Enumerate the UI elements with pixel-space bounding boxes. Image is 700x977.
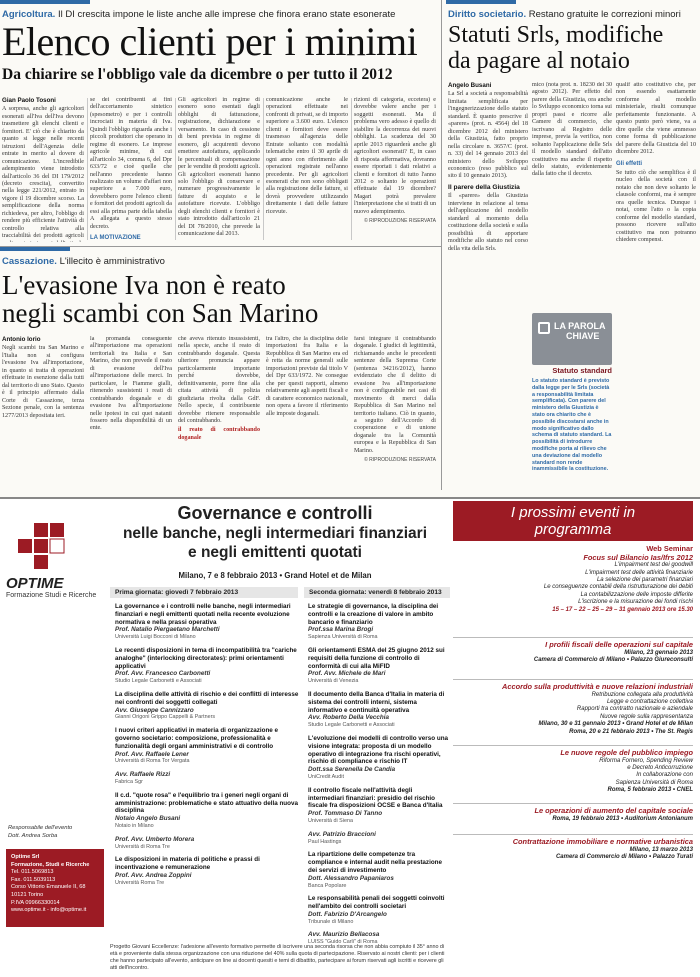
program-session	[308, 787, 450, 826]
body-text: tra l'altro, che la disciplina delle importazioni fra Italia e la Repubblica di San Marino era ed è retta da norme generali sulle importazioni previste dal titolo V del Dpr 633/1972. Ne consegue che per questi rapporti, almeno relativamente agli aspetti fiscali e di carattere economico nazionali, non opera a favore il riferimento alle imposte doganali.	[266, 336, 348, 417]
program-session	[115, 836, 300, 852]
body-text: A sorpresa, anche gli agricoltori esonerati all'Iva dell'Iva devono trasmettere gli elenchi clienti e fornitori. E' ciò che è chiarito da quanto si legge nelle recenti istruzioni dell'Agenzia delle entrate in merito al dovere di comunicazione. L'incredibile adempimento viene introdotto dall'articolo 36 del DI 179/2012 (decreto crescita), convertito nella legge 221/2012, entrato in vigore il 19 dicembre scorso. La semplificazione della norma richiedeva, per altro, l'obbligo di rendere più efficiente l'attività di controllo relativa alla tracciabilità dei prodotti agricoli	[2, 106, 84, 240]
speaker-org: Università di Roma Tor Vergata	[115, 758, 190, 765]
speaker-org: Università Luigi Bocconi di Milano	[115, 634, 196, 641]
session-title: Le disposizioni in materia di politiche e prassi di incentivazione e remunerazione	[115, 856, 260, 872]
speaker-name: Prof. Natalio Piergaetano Marchetti	[115, 626, 220, 634]
article2-col1	[448, 82, 528, 382]
speaker-org: Sapienza Università di Roma	[308, 634, 378, 641]
article3-col3	[178, 336, 260, 488]
speaker-name: Prof.ssa Marina Brogi	[308, 626, 374, 634]
webseminar-topic: L'impairment test delle attività finanziarie	[585, 569, 693, 576]
speaker-name: Prof. Avv. Andrea Zoppini	[115, 871, 192, 879]
kicker-text: Restano gratuite le correzioni minori	[528, 9, 681, 20]
body-text: comunicazione anche le operazioni effettuate nei confronti di privati, se di importo superiore a 3.600 euro. L'elenco clienti e fornitori deve essere trasmesso all'agenzia delle Entrate soltanto con modalità telematiche entro il 30 aprile di ogni anno con riferimento alle operazioni registrate nell'anno precedente. Per gli agricoltori esonerati che non sono obbligati alla registrazione delle fatture, si dovrà provvedere utilizzando direttamente i dati delle fatture ricevute.	[266, 97, 348, 215]
event-line: In collaborazione con	[636, 772, 693, 779]
speaker-name: Avv. Giuseppe Cannizzaro	[115, 706, 194, 714]
subheading: Il parere della Giustizia	[448, 183, 520, 191]
event-line: Nuove regole sulla rappresentanza	[599, 713, 693, 720]
events-header: I prossimi eventi in programma	[453, 501, 693, 541]
speaker-org: Notaio in Milano	[115, 822, 154, 829]
section-name: Agricoltura.	[2, 9, 56, 20]
event-line: Rapporti tra contratto nazionale e aziendale	[576, 706, 693, 713]
event-date: Milano, 13 marzo 2013	[629, 846, 693, 853]
session-title: Il c.d. "quote rosa" e l'equilibrio tra i generi negli organi di amministrazione: problematiche e stato attuativo della nuova disciplina	[115, 791, 299, 815]
article3-col1	[2, 336, 84, 488]
webseminar-topic: L'iscrizione e la misurazione dei fondi rischi	[578, 599, 693, 606]
article2-col3	[616, 82, 696, 492]
event-item	[453, 679, 693, 736]
program-session	[115, 603, 300, 642]
optime-logo	[6, 521, 97, 601]
event-line: Riforma Fornero, Spending Review	[599, 757, 693, 764]
subheading: Gli effetti	[616, 160, 643, 167]
speaker-org: LUISS "Guido Carli" di Roma	[308, 939, 378, 946]
program-session	[115, 727, 300, 766]
keyword-text: Lo statuto standard è previsto dalla legge per le Srls (società a responsabilità limitata semplificata). Con parere del ministero della Giustizia è stato ora chiarito che è possibile discostarsi anche in modo significativo dallo schema di statuto standard. La possibilità di introdurre modifiche porta al rilievo che una deviazione dal modello standard non rende inammissibile la costituzione.	[532, 378, 612, 473]
speaker-name: Notaio Angelo Busani	[115, 815, 181, 823]
event-line: e Decreto Anticorruzione	[627, 765, 693, 771]
body-text: qualif atto costitutivo che, per non essendo esattamente conforme al modello ministeriale, risulti comunque perfettamente funzionante. A questo punto però viene, va a dire quelle che viene ammesso come forma di pubblicazione del parere della Giustizia del 10 dicembre 2012.	[616, 82, 696, 156]
speaker-name: Dott. Alessandro Papaniaros	[308, 874, 394, 882]
body-text: rizioni di categoria, eccetera) e dovrebbe valere anche per i soggetti esonerati. Ma il problema vero adesso è quello di stabilire la decorrenza dei nuovi obblighi. La scadenza del 30 aprile 2013 riguarderà anche gli agricoltori esonerati? E, in caso di risposta affermativa, dovranno essere riportati i dati relativi a clienti e fornitori di tutto l'anno 2012 o soltanto le operazioni effettuate dal 19 dicembre? Magari potrà prevalere l'interpretazione che si tratti di un nuovo adempimento.	[354, 97, 436, 215]
session-title: Il controllo fiscale nell'attività degli intermediari finanziari: presidio del rischio fiscale fra disposizioni OCSE e Banca d'Italia	[308, 786, 443, 810]
logo-subtitle: Formazione Studi e Ricerche	[6, 592, 97, 599]
body-text: se dei contribuenti ai fini dell'accertamento sintetico (spesometro) e per i controlli incrociati in materia di Iva. Quindi l'obbligo riguarda anche i piccoli produttori che operano in regime di esonero. Le imprese agricole minime, di cui all'articolo 34, comma 6, del Dpr 633/72 e cioè quelle che nell'anno precedente hanno realizzato un volume d'affari non superiore a 7.000 euro, dovrebbero porre l'elenco clienti e fornitori dei prodotti agricoli da essi alla prima parte della tabella A allegata a questo stesso decreto.	[90, 97, 172, 230]
event-title: Le operazioni di aumento del capitale sociale	[534, 806, 693, 815]
day1-header: Prima giornata: giovedì 7 febbraio 2013	[110, 587, 298, 598]
article3-headline-line1: L'evasione Iva non è reato	[2, 270, 286, 300]
program-session	[308, 735, 450, 782]
event-date: Milano, 23 gennaio 2013	[624, 649, 693, 656]
speaker-name: Prof. Avv. Umberto Morera	[115, 835, 195, 843]
logo-graphic-icon	[6, 521, 86, 583]
article2-col2	[532, 82, 612, 310]
speaker-name: Dott.ssa Serenella De Candia	[308, 766, 396, 774]
day2-program	[308, 603, 450, 946]
webseminar-topic: La selezione dei parametri finanziari	[596, 577, 693, 583]
kicker-text: L'illecito è amministrativo	[59, 256, 165, 267]
article1-subhead: Da chiarire se l'obbligo vale da dicembre o per tutto il 2012	[2, 66, 393, 83]
contact-lines	[11, 854, 99, 915]
speaker-name: Prof. Avv. Francesco Carbonetti	[115, 670, 211, 678]
event-line: Sapienza Università di Roma	[615, 779, 693, 786]
article3-col2	[90, 336, 172, 488]
program-session	[115, 792, 300, 831]
contact-line: P.IVA 09966330014	[11, 899, 60, 906]
program-session	[308, 851, 450, 890]
speaker-org: Banca Popolare	[308, 882, 347, 889]
speaker-org: Università Roma Tre	[115, 879, 165, 886]
program-session	[115, 691, 300, 722]
copyright: © RIPRODUZIONE RISERVATA	[364, 218, 436, 225]
speaker-name: Avv. Patrizio Braccioni	[308, 830, 376, 838]
keyword-box-title: LA PAROLA	[554, 321, 606, 331]
session-title: Le responsabilità penali dei soggetti coinvolti nell'ambito dei controlli societari	[308, 895, 445, 911]
day2-header: Seconda giornata: venerdì 8 febbraio 2013	[304, 587, 450, 598]
program-session	[308, 895, 450, 926]
program-session	[115, 856, 300, 887]
session-title: Le strategie di governance, la disciplina dei controlli e la creazione di valore in ambito bancario e finanziario	[308, 603, 439, 626]
callout-heading: LA MOTIVAZIONE	[90, 235, 141, 242]
body-text: mico (nota prot. n. 18230 del 30 agosto 2012). Per effetto del parere della Giustizia, ora anche lo Sviluppo economico torna sui propri passi e ricorre alle Camere di commercio, che iscrivano al Registro delle imprese, previa la verifica, non soltanto l'applicazione delle Srls il modello standard dell'atto costitutivo ma anche il rispetto dello statuto, evidentemente dalla fatto che il decreto.	[532, 82, 612, 178]
speaker-name: Prof. Avv. Raffaele Lener	[115, 750, 189, 758]
session-title: L'evoluzione dei modelli di controllo verso una visione integrata: proposta di un modello operativo di integrazione fra rischi operativi, rischio di compliance e rischio IT	[308, 734, 449, 766]
speaker-name: Prof. Tommaso Di Tanno	[308, 810, 383, 818]
program-session	[308, 603, 450, 642]
contact-line: Optime Srl	[11, 854, 40, 860]
body-text: la promanda conseguente all'importazione ma operazioni territoriali tra Italia e San Marino, che non prevede il reato di evasione dell'Iva all'importazione delle merci. In particolare, le Fiamme gialli, ritenendo sussistenti i reati di contrabbando doganale e di evasione Iva all'importazione nelle ipotesi in cui quei natanti fossero nella disponibilità di un ente.	[90, 336, 172, 432]
speaker-name: Avv. Raffaele Rizzi	[115, 771, 171, 779]
session-title: Gli orientamenti ESMA del 25 giugno 2012 sui requisiti della funzione di controllo di conformità di cui alla MiFID	[308, 646, 445, 670]
session-title: I nuovi criteri applicativi in materia di organizzazione e governo societario: composizione, professionalità e funzionalità degli organi amministrativi e di controllo	[115, 727, 279, 750]
session-title: La disciplina delle attività di rischio e dei conflitti di interesse nei confronti dei soggetti collegati	[115, 690, 299, 706]
webseminar-topic: La contabilizzazione delle imposte differite	[580, 591, 693, 598]
webseminar: Web Seminar Focus sul Bilancio Ias/Ifrs 2012 L'impairment test dei goodwill L'impairment test delle attività finanziarie La selezione dei parametri finanziari Le conseguenze contabili della ristrutturazione dei debiti La contabilizzazione delle imposte differite L'iscrizione e la misurazione dei fondi rischi 15 – 17 – 22 – 25 – 29 – 31 gennaio 2013 ore 15.30	[453, 545, 693, 614]
section-bar	[0, 0, 90, 4]
speaker-org: Università di Siena	[308, 817, 353, 824]
program-session	[115, 771, 300, 787]
program-session	[308, 647, 450, 686]
kicker-text: Il DI crescita impone le liste anche alle imprese che finora erano state esonerate	[57, 9, 396, 20]
event-title: Contrattazione immobiliare e normative urbanistica	[512, 837, 693, 846]
section-bar	[0, 247, 70, 251]
speaker-name: Prof. Avv. Michele de Mari	[308, 670, 386, 678]
event-title: Accordo sulla produttività e nuove relazioni industriali	[502, 682, 693, 691]
contact-line: Tel. 011.5069813	[11, 869, 54, 876]
article2-headline-line1: Statuti Srls, modifiche	[448, 22, 664, 48]
ad-title: Governance e controlli nelle banche, negli intermediari finanziari e negli emittenti quotati	[122, 503, 428, 561]
article1-col2	[90, 97, 172, 242]
body-text: Il «parere» della Giustizia interviene in relazione al tema dell'applicazione del modello standard al momento della costituzione della società e sulla possibilità di apportare modifiche allo statuto nel corso della vita della Srls.	[448, 193, 528, 252]
author: Antonio Iorio	[2, 336, 41, 343]
keyword-label: Statuto standard	[552, 366, 612, 375]
session-title: La ripartizione delle competenze tra compliance e internal audit nella prestazione dei servizi di investimento	[308, 851, 443, 874]
event-item	[453, 745, 693, 795]
section-name: Cassazione.	[2, 256, 57, 267]
body-text: La Srl a società a responsabilità limitata semplificata per l'ingegnerizzazione dello statuto standard. È quanto prescrive il «parere» (prot. n. 4564) del 18 dicembre 2012 del ministero della Giustizia, fatto proprio nella circolare n. 3657/C (prot. n. 33) del 14 gennaio 2013 del ministero dello Sviluppo economico (reso pubblico sul sito il 10 gennaio 2013).	[448, 91, 528, 180]
speaker-name: Avv. Roberto Della Vecchia	[308, 714, 389, 722]
article3-headline-line2: negli scambi con San Marino	[2, 298, 319, 328]
body-text: Negli scambi tra San Marino e l'Italia non si configura l'evasione Iva all'importazione, in quanto si tratta di operazioni effettuate in esenzione dalla tutti dal territorio di uno Stato. Questo è il principio affermato dalla Corte di Cassazione, terza Sezione penale, con la sentenza 1277/2013 depositata ieri.	[2, 345, 84, 419]
event-title: Le nuove regole del pubblico impiego	[560, 748, 693, 757]
body-text: Gli agricoltori in regime di esonero sono esentati dagli obblighi di fatturazione, registrazione, dichiarazione e versamento. In caso di cessione di beni prevista in regime di esonero, gli acquirenti devono emettere autofattura, applicando le percentuali di compensazione per le vendite di prodotti agricoli. Gli agricoltori esonerati hanno solo l'obbligo di conservare e numerare progressivamente le fatture di acquisto e le autofatture ricevute. L'obbligo degli elenchi clienti e fornitori è stato introdotto dall'articolo 21 del DI 78/2010, che prevede la comunicazione dal 2013.	[178, 97, 260, 238]
author: Angelo Busani	[448, 82, 492, 89]
keyword-box-title2: CHIAVE	[566, 331, 600, 341]
article2-headline-line2: da pagare al notaio	[448, 48, 630, 74]
article1-headline: Elenco clienti per i minimi	[2, 19, 418, 64]
ad-location: Milano, 7 e 8 febbraio 2013 • Grand Hotel et de Milan	[178, 571, 372, 580]
section-name: Diritto societario.	[448, 9, 527, 20]
contact-line: Corso Vittorio Emanuele II, 68	[11, 884, 86, 891]
contact-line: 10121 Torino	[11, 891, 44, 898]
responsible: Responsabile dell'evento Dott. Andrea Sorba	[8, 825, 73, 839]
day1-program	[115, 603, 300, 938]
speaker-org: Università di Venezia	[308, 678, 359, 685]
article1-col4	[266, 97, 348, 242]
ad-footer: Progetto Giovani Eccellenze: l'adesione all'evento formativo permette di iscrivere una seconda risorsa che non abbia compiuto il 35° anno di età e proveniente dalla stessa organizzazione con una riduzione del 40% sulla quota di partecipazione. Riservato ai nostri clienti: per i clienti che hanno partecipato all'evento, anticipare on line ai docenti quesiti e temi di dibattito, partecipare ai forum riservati agli iscritti e ricevere gli atti dell'incontro.	[110, 944, 445, 971]
copyright: © RIPRODUZIONE RISERVATA	[364, 457, 436, 464]
key-icon	[538, 322, 550, 334]
article1-col5	[354, 97, 436, 242]
webseminar-topic: L'impairment test dei goodwill	[614, 562, 693, 569]
article3-kicker	[2, 256, 432, 267]
article1-col3	[178, 97, 260, 242]
program-session	[308, 831, 450, 847]
speaker-name: Dott. Fabrizio D'Arcangelo	[308, 910, 387, 918]
speaker-org: Università di Roma Tre	[115, 843, 170, 850]
advertisement	[0, 497, 700, 977]
body-text: farsi integrare il contrabbando doganale. I giudici di legittimità, richiamando anche le precedenti sentenze della Suprema Corte (sentenza 34216/2012), hanno evidenziato che il delitto di evasione Iva all'importazione non è configurabile nei casi di movimento di merci dalla Repubblica di San Marino nel territorio italiano. Ciò in quanto, a seguito dell'Accordo di cooperazione e di unione doganale tra la Comunità europea e la Repubblica di San Marino.	[354, 336, 436, 454]
event-line: Legge e contrattazione collettiva	[606, 699, 693, 705]
speaker-name: Avv. Maurizio Bellacosa	[308, 931, 380, 939]
speaker-org: UniCredit Audit	[308, 773, 344, 780]
speaker-org: Studio Legale Carbonetti e Associati	[308, 722, 395, 729]
contact-line: www.optime.it - info@optime.it	[11, 907, 87, 914]
body-text: che aveva ritenuto insussistenti, nella specie, anche il reato di contrabbando doganale. Questa ulteriore pronuncia appare particolarmente importante perché dovrebbe, definitivamente, porre fine alla citata attività di polizia giudiziaria rivolta dalla GdF. Nello specie, il contribuente dovrebbe ritenere responsabile del contrabbando.	[178, 336, 260, 424]
event-date: Milano, 30 e 31 gennaio 2013 • Grand Hotel et de Milan	[538, 721, 693, 728]
highlight-text: il reato di contrabbando doganale	[178, 427, 260, 441]
event-date: Roma, 5 febbraio 2013 • CNEL	[607, 787, 693, 794]
logo-word: OPTIME	[6, 575, 64, 592]
program-session	[308, 691, 450, 730]
article3-col5	[354, 336, 436, 488]
speaker-org: Studio Legale Carbonetti e Associati	[115, 678, 202, 685]
speaker-org: Paul Hastings	[308, 838, 342, 845]
body-text: Se tutto ciò che semplifica è il nucleo della società con il notaio che non deve soltanto le clausole conformi, ma è sempre ora quelle tecnica. Dunque i notai, come l'atto o la copia conforme del modello standard, possono ricevere sull'atto costitutivo ma non potranno chiedere compensi.	[616, 169, 696, 244]
event-date: Camera di Commercio di Milano • Palazzo Turati	[555, 854, 693, 860]
article3-col4	[266, 336, 348, 488]
contact-line: Fax. 011.5039113	[11, 876, 56, 883]
speaker-org: Tribunale di Milano	[308, 918, 354, 925]
article2-kicker	[448, 9, 698, 20]
section-bar	[446, 0, 516, 4]
speaker-org: Gianni Origoni Grippo Cappelli & Partners	[115, 714, 216, 721]
event-item	[453, 637, 693, 664]
event-item	[453, 803, 693, 823]
event-date: Roma, 19 febbraio 2013 • Auditorium Antonianum	[552, 815, 693, 822]
contact-box	[6, 849, 104, 927]
event-date: Roma, 20 e 21 febbraio 2013 • The St. Regis	[569, 728, 693, 735]
speaker-org: Fabrica Sgr	[115, 778, 143, 785]
article1-col1	[2, 97, 84, 242]
event-date: Camera di Commercio di Milano • Palazzo Giureconsulti	[533, 657, 693, 663]
program-session	[115, 647, 300, 686]
event-line: Retribuzione collegata alla produttività	[591, 691, 693, 698]
event-item	[453, 834, 693, 861]
event-title: I profili fiscali delle operazioni sul capitale	[545, 640, 693, 649]
keyword-box	[532, 313, 612, 365]
session-title: La governance e i controlli nelle banche, negli intermediari finanziari e negli emittenti quotati nella recente evoluzione normativa e nella prassi operativa	[115, 603, 291, 626]
author: Gian Paolo Tosoni	[2, 97, 56, 104]
contact-line: Formazione, Studi e Ricerche	[11, 861, 90, 868]
session-title: Le recenti disposizioni in tema di incompatibilità tra "cariche analoghe" (interlocking directorates): primi orientamenti applicativi	[115, 646, 297, 670]
session-title: Il documento della Banca d'Italia in materia di sistema dei controlli interni, sistema informativo e continuità operativa	[308, 690, 445, 714]
webseminar-topic: Le conseguenze contabili della ristrutturazione dei debiti	[543, 584, 693, 591]
